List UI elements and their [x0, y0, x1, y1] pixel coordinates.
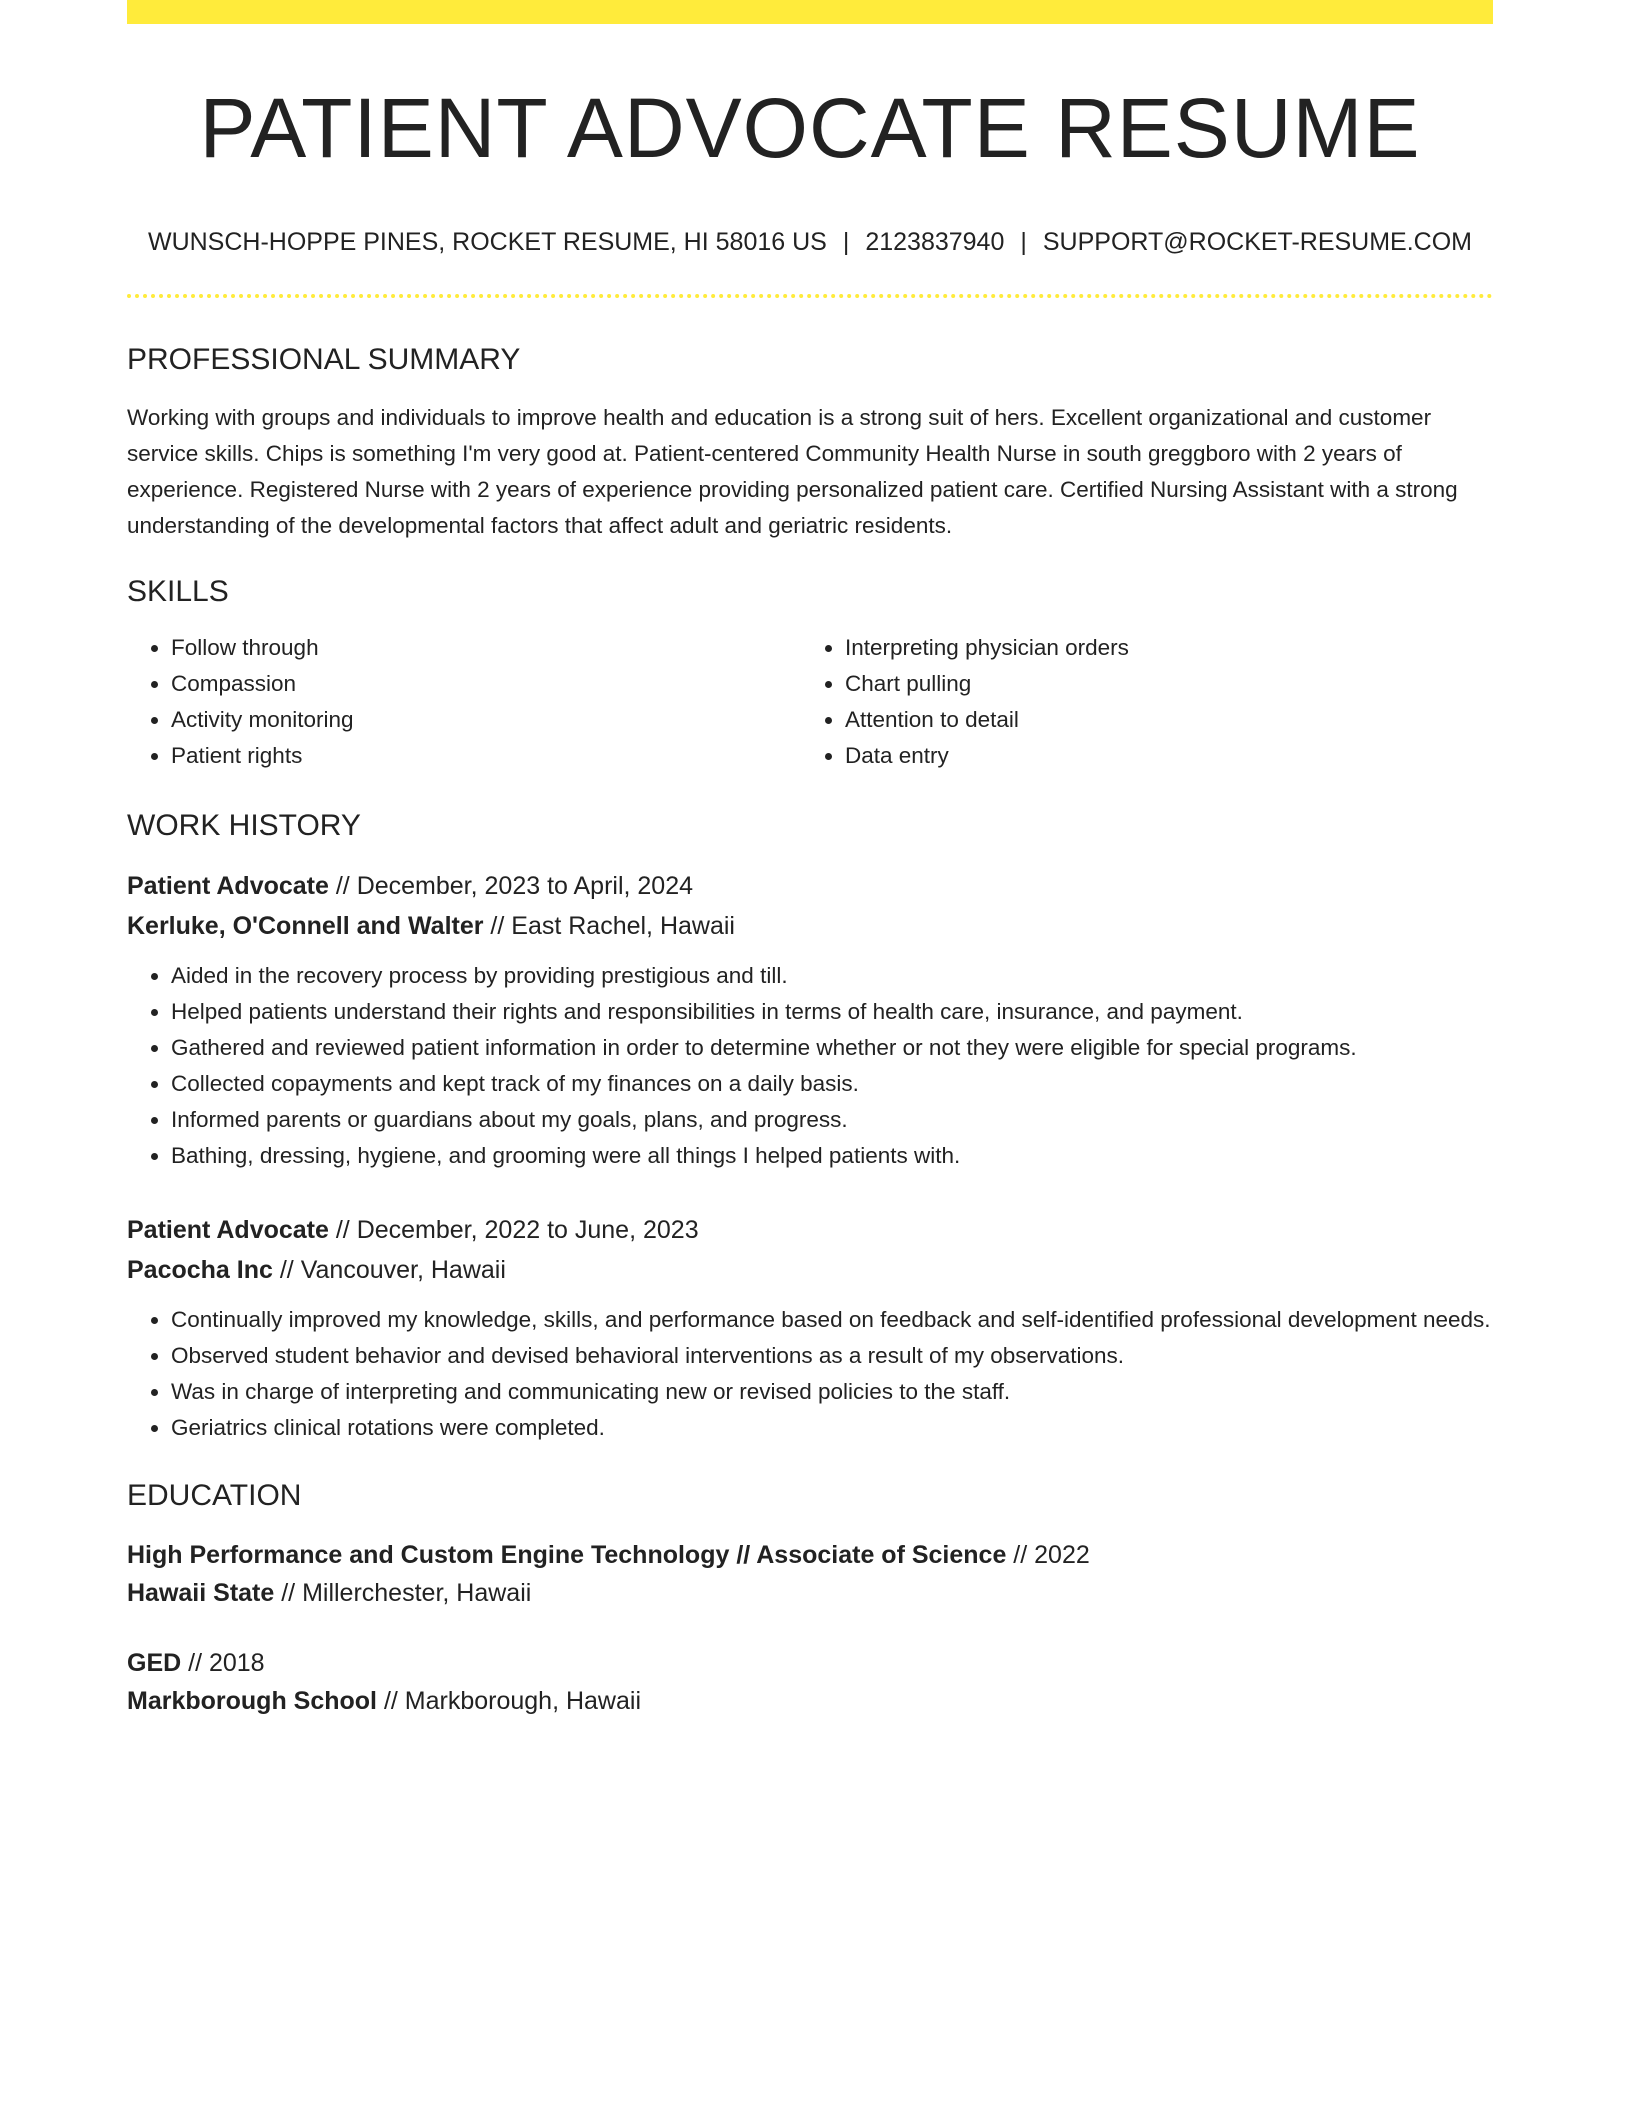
skills-list-left	[127, 630, 801, 774]
contact-phone: 2123837940	[865, 228, 1005, 256]
education-school-line	[127, 1682, 1493, 1720]
education-school: Hawaii State	[127, 1579, 275, 1607]
skill-item: • Attention to detail	[845, 702, 1475, 738]
summary-text: Working with groups and individuals to improve health and education is a strong suit of hers. Excellent organizational and customer service skills. Chips is something I'm very good at. Patient-centered Community Health Nurse in south greggboro with 2 years of experience. Registered Nurse with 2 years of experience providing personalized patient care. Certified Nursing Assistant with a strong understanding of the developmental factors that affect adult and geriatric residents.	[127, 405, 1458, 538]
skill-item: • Compassion	[171, 666, 801, 702]
job-entry	[127, 1210, 1493, 1446]
accent-top-bar	[127, 0, 1493, 24]
job-dates: // December, 2022 to June, 2023	[328, 1216, 699, 1244]
job-duties-list	[127, 1302, 1493, 1446]
job-company-line	[127, 906, 1493, 946]
job-title-line	[127, 866, 1493, 906]
section-heading-education: EDUCATION	[127, 1479, 302, 1512]
job-title-line	[127, 1210, 1493, 1250]
skills-columns	[127, 630, 1493, 774]
section-heading-summary: PROFESSIONAL SUMMARY	[127, 343, 521, 376]
job-duty: • Bathing, dressing, hygiene, and grooming were all things I helped patients with.	[171, 1138, 1493, 1174]
education-entry	[127, 1644, 1493, 1720]
job-title: Patient Advocate	[127, 872, 329, 900]
job-duty: • Aided in the recovery process by providing prestigious and till.	[171, 958, 1493, 994]
skills-list-right	[801, 630, 1475, 774]
skills-section	[127, 574, 1493, 774]
skill-item: • Interpreting physician orders	[845, 630, 1475, 666]
job-company: Pacocha Inc	[127, 1256, 273, 1284]
summary-section	[127, 342, 1493, 544]
job-duty: • Continually improved my knowledge, skills, and performance based on feedback and self-identified professional development needs.	[171, 1302, 1493, 1338]
job-duty: • Gathered and reviewed patient information in order to determine whether or not they were eligible for special programs.	[171, 1030, 1493, 1066]
contact-separator: |	[842, 228, 850, 256]
education-degree-line	[127, 1536, 1493, 1574]
skill-item: • Follow through	[171, 630, 801, 666]
job-duty: • Geriatrics clinical rotations were completed.	[171, 1410, 1493, 1446]
dotted-divider	[127, 294, 1493, 298]
section-heading-skills: SKILLS	[127, 575, 229, 608]
skill-item: • Patient rights	[171, 738, 801, 774]
education-section	[127, 1478, 1493, 1720]
education-school-line	[127, 1574, 1493, 1612]
job-location: // East Rachel, Hawaii	[483, 912, 735, 940]
job-duty: • Collected copayments and kept track of my finances on a daily basis.	[171, 1066, 1493, 1102]
resume-title: PATIENT ADVOCATE RESUME	[199, 81, 1421, 175]
education-entry	[127, 1536, 1493, 1612]
education-degree: High Performance and Custom Engine Technology // Associate of Science	[127, 1541, 1007, 1569]
contact-email: SUPPORT@ROCKET-RESUME.COM	[1042, 228, 1473, 256]
job-duties-list	[127, 958, 1493, 1174]
section-heading-work: WORK HISTORY	[127, 809, 361, 842]
job-dates: // December, 2023 to April, 2024	[328, 872, 694, 900]
job-duty: • Informed parents or guardians about my goals, plans, and progress.	[171, 1102, 1493, 1138]
resume-page	[127, 0, 1493, 1720]
education-year: // 2018	[181, 1649, 265, 1677]
skill-item: • Data entry	[845, 738, 1475, 774]
education-year: // 2022	[1006, 1541, 1090, 1569]
contact-line	[127, 226, 1493, 258]
job-duty: • Was in charge of interpreting and communicating new or revised policies to the staff.	[171, 1374, 1493, 1410]
contact-separator: |	[1020, 228, 1027, 256]
education-school: Markborough School	[127, 1687, 377, 1715]
education-location: // Markborough, Hawaii	[377, 1687, 642, 1715]
job-location: // Vancouver, Hawaii	[272, 1256, 506, 1284]
contact-address: WUNSCH-HOPPE PINES, ROCKET RESUME, HI 58016 US	[147, 228, 827, 256]
education-degree-line	[127, 1644, 1493, 1682]
education-degree: GED	[127, 1649, 182, 1677]
education-location: // Millerchester, Hawaii	[274, 1579, 532, 1607]
job-entry	[127, 866, 1493, 1174]
job-company-line	[127, 1250, 1493, 1290]
job-company: Kerluke, O'Connell and Walter	[127, 912, 484, 940]
skill-item: • Activity monitoring	[171, 702, 801, 738]
job-title: Patient Advocate	[127, 1216, 329, 1244]
job-duty: • Helped patients understand their rights and responsibilities in terms of health care, insurance, and payment.	[171, 994, 1493, 1030]
skill-item: • Chart pulling	[845, 666, 1475, 702]
work-history-section	[127, 808, 1493, 1446]
job-duty: • Observed student behavior and devised behavioral interventions as a result of my observations.	[171, 1338, 1493, 1374]
